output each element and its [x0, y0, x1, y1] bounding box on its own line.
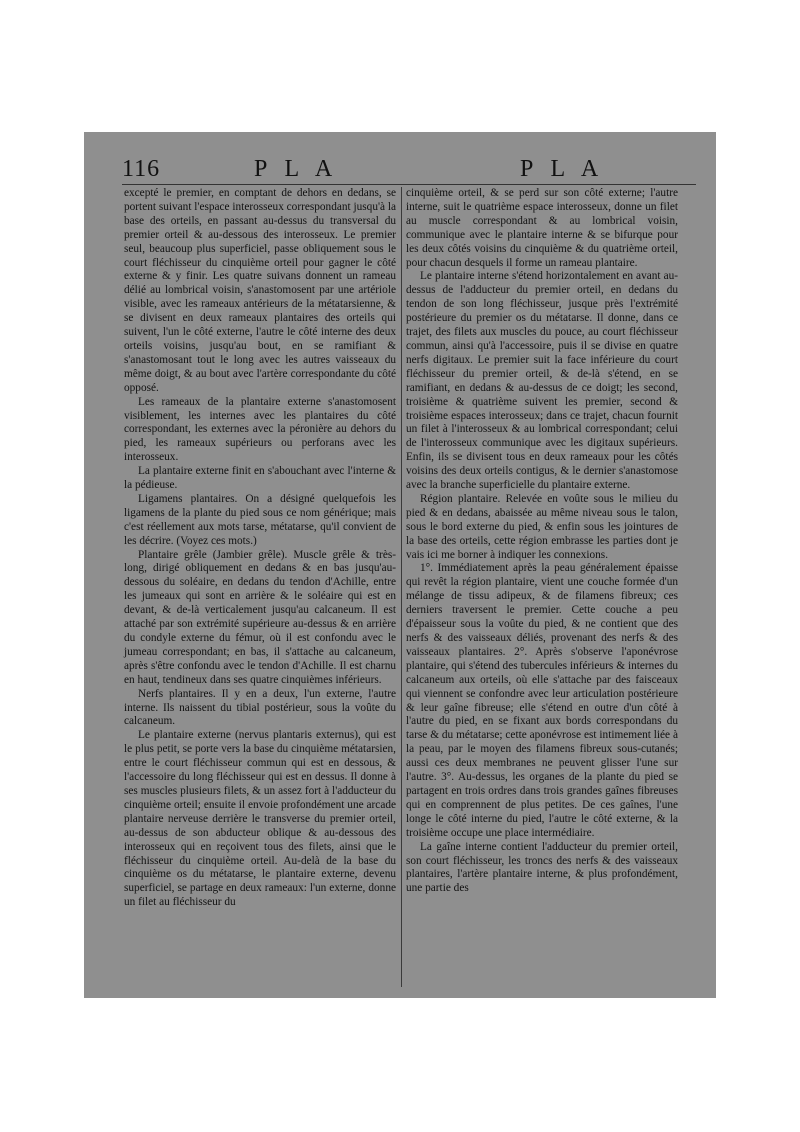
running-head-right: P L A: [520, 156, 605, 182]
paragraph: 1°. Immédiatement après la peau généralement épaisse qui revêt la région plantaire, vient une couche formée d'un mélange de tissu adipeux, & de filamens fibreux; ces derniers traversent le premier. Cette couche a peu d'épaisseur sous la voûte du pied, & ne contient que des nerfs & des vaisseaux déliés, provenant des nerfs & des vaisseaux plantaires. 2°. Après s'observe l'aponévrose plantaire, qui s'étend des tubercules inférieurs & internes du calcaneum aux orteils, où elle s'attache par des faisceaux qui viennent se confondre avec leur articulation postérieure & leur gaîne fibreuse; elle s'étend en outre d'un côté à l'autre du pied, en se fixant aux bords correspondans du tarse & du métatarse; cette aponévrose est intimement liée à la peau, par le moyen des filamens fibreux sous-cutanés; aussi ces deux membranes ne peuvent glisser l'une sur l'autre. 3°. Au-dessus, les organes de la plante du pied se partagent en trois ordres dans trois grandes gaînes fibreuses qui en comprennent de plus petites. De ces gaînes, l'une longe le côté interne du pied, l'autre le côté externe, & la troisième occupe une place intermédiaire.: [406, 562, 678, 839]
left-column: [124, 187, 396, 987]
paragraph: La plantaire externe finit en s'abouchant avec l'interne & la pédieuse.: [124, 465, 396, 492]
paragraph: excepté le premier, en comptant de dehors en dedans, se portent suivant l'espace interosseux correspondant jusqu'à la base des orteils, en passant au-dessus du transversal du premier orteil & au-dessous des interosseux. Le premier seul, beaucoup plus superficiel, passe obliquement sous le court fléchisseur du cinquième orteil pour gagner le côté externe & y finir. Les quatre suivans donnent un rameau délié au lombrical voisin, s'anastomosent par une artériole visible, avec les rameaux antérieurs de la métatarsienne, & se divisent en deux rameaux plantaires des orteils qui suivent, l'un le côté externe, l'autre le côté interne des deux orteils voisins, jusqu'au bout, en se ramifiant & s'anastomosant tout le long avec les autres vaisseaux du même doigt, & au bout avec l'artère correspondante du côté opposé.: [124, 187, 396, 394]
paragraph: cinquième orteil, & se perd sur son côté externe; l'autre interne, suit le quatrième espace interosseux, donne un filet au muscle correspondant & au lombrical voisin, communique avec le plantaire interne & se bifurque pour les deux côtés voisins du cinquième & du quatrième orteil, pour chacun desquels il forme un rameau plantaire.: [406, 187, 678, 269]
right-column: [406, 187, 678, 987]
running-head-left: P L A: [254, 156, 339, 182]
paragraph: Région plantaire. Relevée en voûte sous le milieu du pied & en dedans, abaissée au même niveau sous le talon, sous le bord externe du pied, & enfin sous les jointures de la base des orteils, cette région embrasse les parties dont je vais ici me borner à indiquer les connexions.: [406, 492, 678, 561]
header-rule: [122, 184, 696, 185]
column-divider: [401, 187, 402, 987]
scanned-page: [84, 132, 716, 998]
paragraph: Le plantaire interne s'étend horizontalement en avant au-dessus de l'adducteur du premier orteil, en dedans du tendon de son long fléchisseur, jusque près l'extrémité postérieure du premier os du métatarse. Il donne, dans ce trajet, des filets aux muscles du pouce, au court fléchisseur commun, ainsi qu'à l'accessoire, puis il se divise en quatre nerfs digitaux. Le premier suit la face inférieure du court fléchisseur du premier orteil, & de-là s'étend, en se ramifiant, en dedans & au-dessus de ce doigt; les second, troisième & quatrième suivent les premier, second & troisième espaces interosseux; dans ce trajet, chacun fournit un filet à l'interosseux & au lombrical correspondant; celui de l'interosseux communique avec les digitaux supérieurs. Enfin, ils se divisent tous en deux rameaux pour les côtés voisins des deux orteils contigus, & le dernier s'anastomose avec la branche superficielle du plantaire externe.: [406, 270, 678, 492]
paragraph: Plantaire grêle (Jambier grêle). Muscle grêle & très-long, dirigé obliquement en dedans & en bas jusqu'au-dessous du soléaire, en dedans du tendon d'Achille, entre les jumeaux qui sont en arrière & le soléaire qui est en devant, & de-là verticalement jusqu'au calcaneum. Il est attaché par son extrémité supérieure au-dessus & en arrière du condyle externe du fémur, où il est confondu avec le jumeau correspondant; en bas, il s'attache au calcaneum, après s'être confondu avec le tendon d'Achille. Il est charnu en haut, tendineux dans ses quatre cinquièmes inférieurs.: [124, 548, 396, 686]
paragraph: Le plantaire externe (nervus plantaris externus), qui est le plus petit, se porte vers la base du cinquième métatarsien, entre le court fléchisseur commun qui est en dessous, & l'accessoire du long fléchisseur qui est en dessus. Il donne à ses muscles plusieurs filets, & un assez fort à l'adducteur du cinquième orteil; ensuite il envoie profondément une arcade plantaire nerveuse derrière le transverse du premier orteil, au-dessus de son abducteur oblique & au-dessous des interosseux qui en reçoivent tous des filets, ainsi que le fléchisseur du cinquième orteil. Au-delà de la base du cinquième os du métatarse, le plantaire externe, devenu superficiel, se partage en deux rameaux: l'un externe, donne un filet au fléchisseur du: [124, 729, 396, 909]
paragraph: La gaîne interne contient l'adducteur du premier orteil, son court fléchisseur, les troncs des nerfs & des vaisseaux plantaires, l'artère plantaire interne, & plus profondément, une partie des: [406, 840, 678, 895]
paragraph: Nerfs plantaires. Il y en a deux, l'un externe, l'autre interne. Ils naissent du tibial postérieur, sous la voûte du calcaneum.: [124, 687, 396, 728]
page-number: 116: [122, 156, 161, 182]
paragraph: Les rameaux de la plantaire externe s'anastomosent visiblement, les internes avec les plantaires du côté correspondant, les externes avec la péronière au dehors du pied, les rameaux supérieurs ou perforans avec les interosseux.: [124, 395, 396, 464]
page-header: [84, 154, 716, 188]
paragraph: Ligamens plantaires. On a désigné quelquefois les ligamens de la plante du pied sous ce nom générique; mais c'est réellement aux mots tarse, métatarse, qu'il convient de les décrire. (Voyez ces mots.): [124, 492, 396, 547]
